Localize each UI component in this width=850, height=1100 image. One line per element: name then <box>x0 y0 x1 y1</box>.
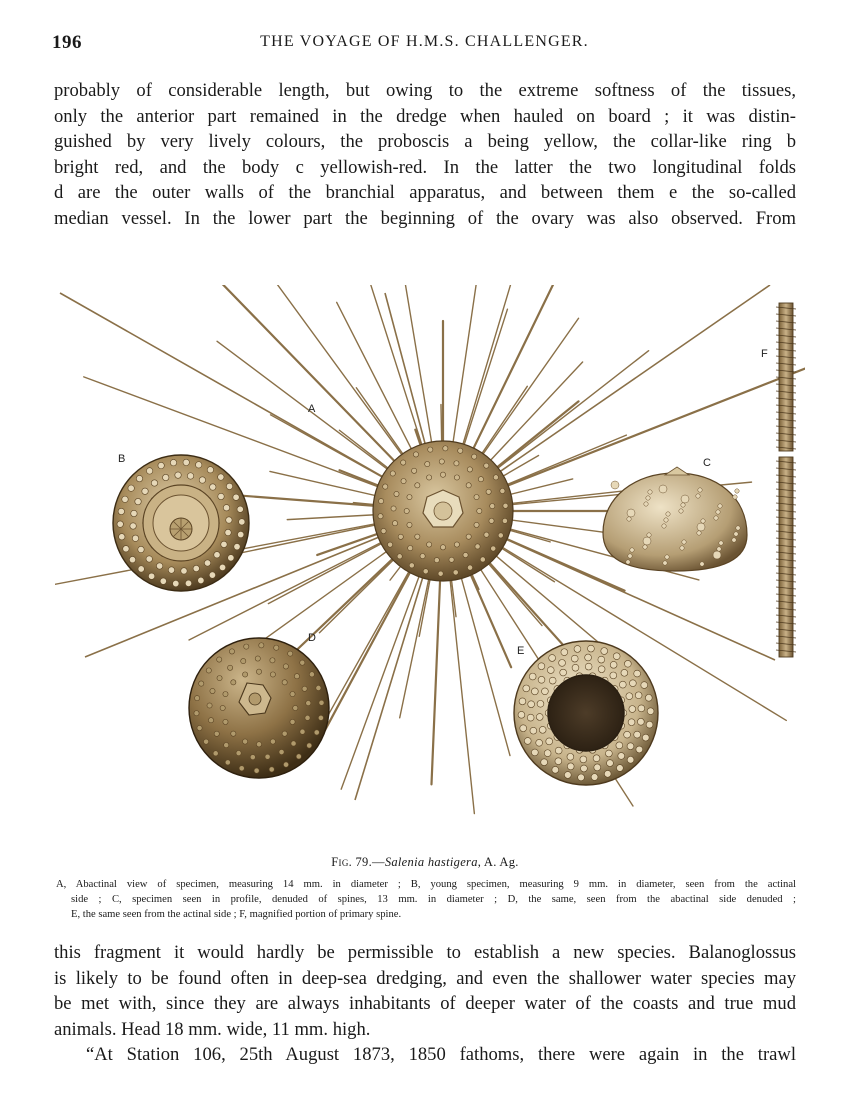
figure-number: Fig. 79. <box>331 855 372 869</box>
figure-label-a: A <box>308 403 316 415</box>
figure-label-c: C <box>703 457 711 469</box>
text-line: this fragment it would hardly be permissible to establish a new species. Balanoglossus <box>54 942 796 963</box>
text-line: be met with, since they are always inhabitants of deeper water of the coasts and true mud <box>54 993 796 1015</box>
specimen-b <box>113 455 249 591</box>
running-title: THE VOYAGE OF H.M.S. CHALLENGER. <box>260 33 589 50</box>
text-line: guished by very lively colours, the proboscis a being yellow, the collar-like ring b <box>54 131 796 153</box>
caption-line: side ; C, specimen seen in profile, denuded of spines, 13 mm. in diameter ; D, the same, seen from the abactinal side denuded ; <box>71 894 796 905</box>
specimen-f-spine <box>776 303 796 657</box>
caption-line: A, Abactinal view of specimen, measuring 14 mm. in diameter ; B, young specimen, measuring 9 mm. in diameter, seen from the actinal <box>56 879 796 890</box>
text-line: animals. Head 18 mm. wide, 11 mm. high. <box>54 1018 371 1040</box>
text-line: median vessel. In the lower part the beginning of the ovary was also observed. From <box>54 207 796 229</box>
running-head <box>52 32 797 56</box>
text-line: is likely to be found often in deep-sea dredging, and even the shallower water species may <box>54 967 796 989</box>
figure-caption-text <box>56 877 796 922</box>
figure-label-f: F <box>761 348 768 360</box>
top-paragraph <box>54 78 796 232</box>
specimen-d <box>189 638 329 778</box>
text-line: probably of considerable length, but owing to the extreme softness of the tissues, <box>54 80 796 101</box>
sea-urchin-illustration <box>55 285 805 830</box>
page-number: 196 <box>52 32 82 53</box>
text-line: only the anterior part remained in the dredge when hauled on board ; it was distin- <box>54 105 796 127</box>
figure-label-d: D <box>308 632 316 644</box>
caption-line: E, the same seen from the actinal side ; F, magnified portion of primary spine. <box>71 909 402 920</box>
bottom-paragraph <box>54 940 796 1068</box>
species-authority: , A. Ag. <box>477 855 519 869</box>
specimen-c <box>603 467 747 571</box>
species-name: Salenia hastigera <box>384 855 478 869</box>
specimen-a <box>373 441 513 581</box>
text-line: bright red, and the body c yellowish-red. In the latter the two longitudinal folds <box>54 156 796 178</box>
figure-label-b: B <box>118 453 126 465</box>
next-paragraph-line: “At Station 106, 25th August 1873, 1850 fathoms, there were again in the trawl <box>86 1044 796 1066</box>
figure-79 <box>55 285 805 830</box>
figure-caption-title: Fig. 79.—Salenia hastigera, A. Ag. <box>331 855 519 869</box>
figure-label-e: E <box>517 645 525 657</box>
specimen-e <box>514 641 658 785</box>
text-line: d are the outer walls of the branchial apparatus, and between them e the so-called <box>54 182 796 204</box>
